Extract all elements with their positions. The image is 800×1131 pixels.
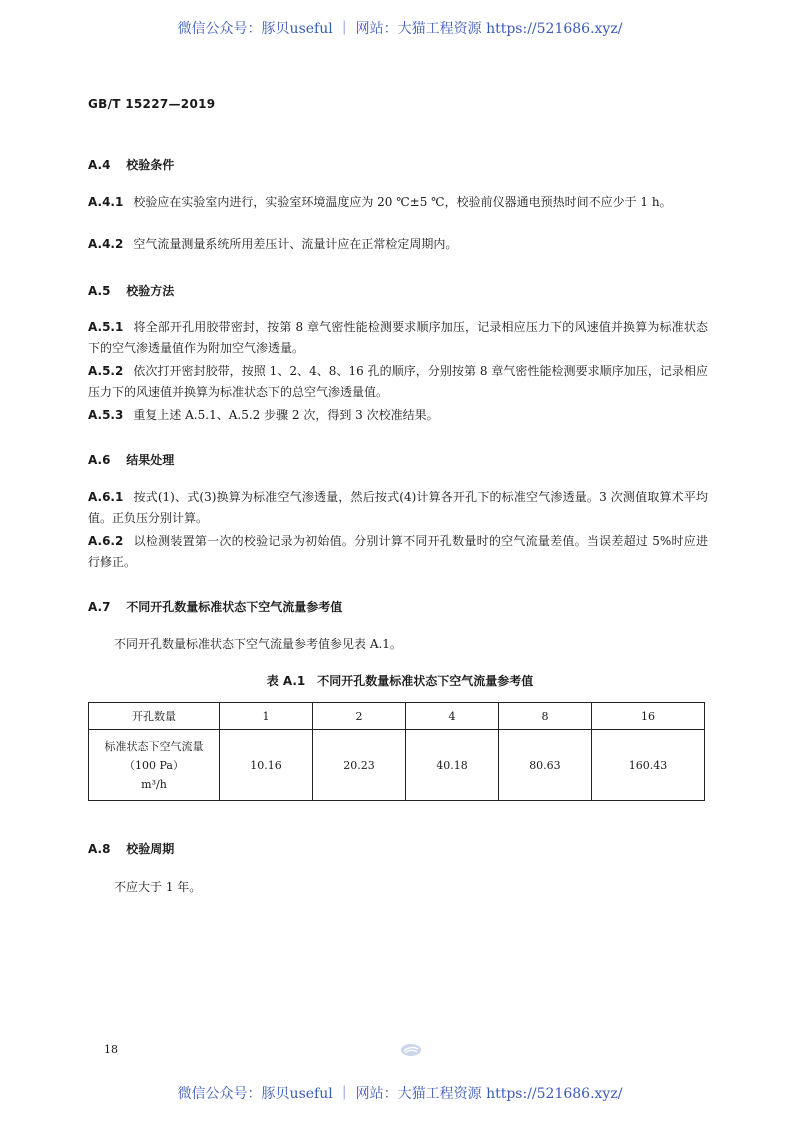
- section-heading-a7: [88, 598, 342, 615]
- value-cell: 10.16: [220, 730, 313, 801]
- paragraph-number: A.4.1: [88, 195, 124, 209]
- paragraph-text: 以检测装置第一次的校验记录为初始值。分别计算不同开孔数量时的空气流量差值。当误差超过 5%时应进行修正。: [88, 534, 708, 569]
- value-cell: 20.23: [312, 730, 405, 801]
- paragraph-a8-text: 不应大于 1 年。: [114, 880, 202, 894]
- section-title: 校验周期: [126, 842, 175, 856]
- publisher-logo-icon: [400, 1043, 422, 1057]
- row-label-line1: 标准状态下空气流量: [104, 739, 204, 753]
- paragraph-text: 重复上述 A.5.1、A.5.2 步骤 2 次，得到 3 次校准结果。: [133, 408, 439, 422]
- paragraph-number: A.4.2: [88, 237, 124, 251]
- paragraph-text: 空气流量测量系统所用差压计、流量计应在正常检定周期内。: [133, 237, 458, 251]
- standard-code: GB/T 15227—2019: [88, 97, 216, 111]
- row-label-line2: （100 Pa）: [124, 758, 184, 772]
- value-cell: 160.43: [591, 730, 704, 801]
- paragraph-a5-3: [88, 405, 708, 426]
- paragraph-a6-1: [88, 487, 708, 529]
- count-cell: 16: [591, 703, 704, 730]
- table-caption: 表 A.1 不同开孔数量标准状态下空气流量参考值: [266, 674, 534, 688]
- section-heading-a8: [88, 840, 174, 857]
- value-cell: 40.18: [405, 730, 498, 801]
- paragraph-a6-2: [88, 531, 708, 573]
- row-label-cell: [89, 730, 220, 801]
- paragraph-number: A.5.2: [88, 364, 124, 378]
- paragraph-number: A.5.1: [88, 320, 124, 334]
- table-value-row: [89, 730, 705, 801]
- paragraph-a5-1: [88, 317, 708, 359]
- section-heading-a4: [88, 156, 174, 173]
- header-label-cell: 开孔数量: [89, 703, 220, 730]
- watermark-top: 微信公众号：豚贝useful ｜ 网站：大猫工程资源 https://521686.xyz/: [177, 21, 623, 37]
- paragraph-a5-2: [88, 361, 708, 403]
- section-number: A.4: [88, 158, 111, 172]
- count-cell: 4: [405, 703, 498, 730]
- section-number: A.8: [88, 842, 111, 856]
- section-number: A.5: [88, 284, 111, 298]
- paragraph-text: 按式(1)、式(3)换算为标准空气渗透量，然后按式(4)计算各开孔下的标准空气渗透量。3 次测值取算术平均值。正负压分别计算。: [88, 490, 708, 525]
- reference-flow-table: [88, 702, 705, 801]
- section-heading-a5: [88, 282, 174, 299]
- section-title: 结果处理: [126, 453, 175, 467]
- table-header-row: [89, 703, 705, 730]
- count-cell: 1: [220, 703, 313, 730]
- section-heading-a6: [88, 451, 174, 468]
- paragraph-text: 将全部开孔用胶带密封，按第 8 章气密性能检测要求顺序加压，记录相应压力下的风速值并换算为标准状态下的空气渗透量值作为附加空气渗透量。: [88, 320, 708, 355]
- section-number: A.7: [88, 600, 111, 614]
- count-cell: 8: [498, 703, 591, 730]
- value-cell: 80.63: [498, 730, 591, 801]
- paragraph-number: A.5.3: [88, 408, 124, 422]
- page-number: 18: [104, 1043, 118, 1056]
- row-label-unit: m³/h: [141, 777, 167, 791]
- paragraph-a4-1: [88, 192, 708, 213]
- section-title: 不同开孔数量标准状态下空气流量参考值: [126, 600, 343, 614]
- section-title: 校验条件: [126, 158, 175, 172]
- count-cell: 2: [312, 703, 405, 730]
- paragraph-a4-2: [88, 234, 708, 255]
- section-title: 校验方法: [126, 284, 175, 298]
- section-number: A.6: [88, 453, 111, 467]
- watermark-bottom: 微信公众号：豚贝useful ｜ 网站：大猫工程资源 https://521686.xyz/: [177, 1086, 623, 1102]
- paragraph-number: A.6.1: [88, 490, 124, 504]
- paragraph-number: A.6.2: [88, 534, 124, 548]
- paragraph-text: 校验应在实验室内进行，实验室环境温度应为 20 ℃±5 ℃，校验前仪器通电预热时间不应少于 1 h。: [133, 195, 672, 209]
- paragraph-a7-intro: 不同开孔数量标准状态下空气流量参考值参见表 A.1。: [114, 637, 402, 651]
- paragraph-text: 依次打开密封胶带，按照 1、2、4、8、16 孔的顺序，分别按第 8 章气密性能检测要求顺序加压，记录相应压力下的风速值并换算为标准状态下的总空气渗透量值。: [88, 364, 708, 399]
